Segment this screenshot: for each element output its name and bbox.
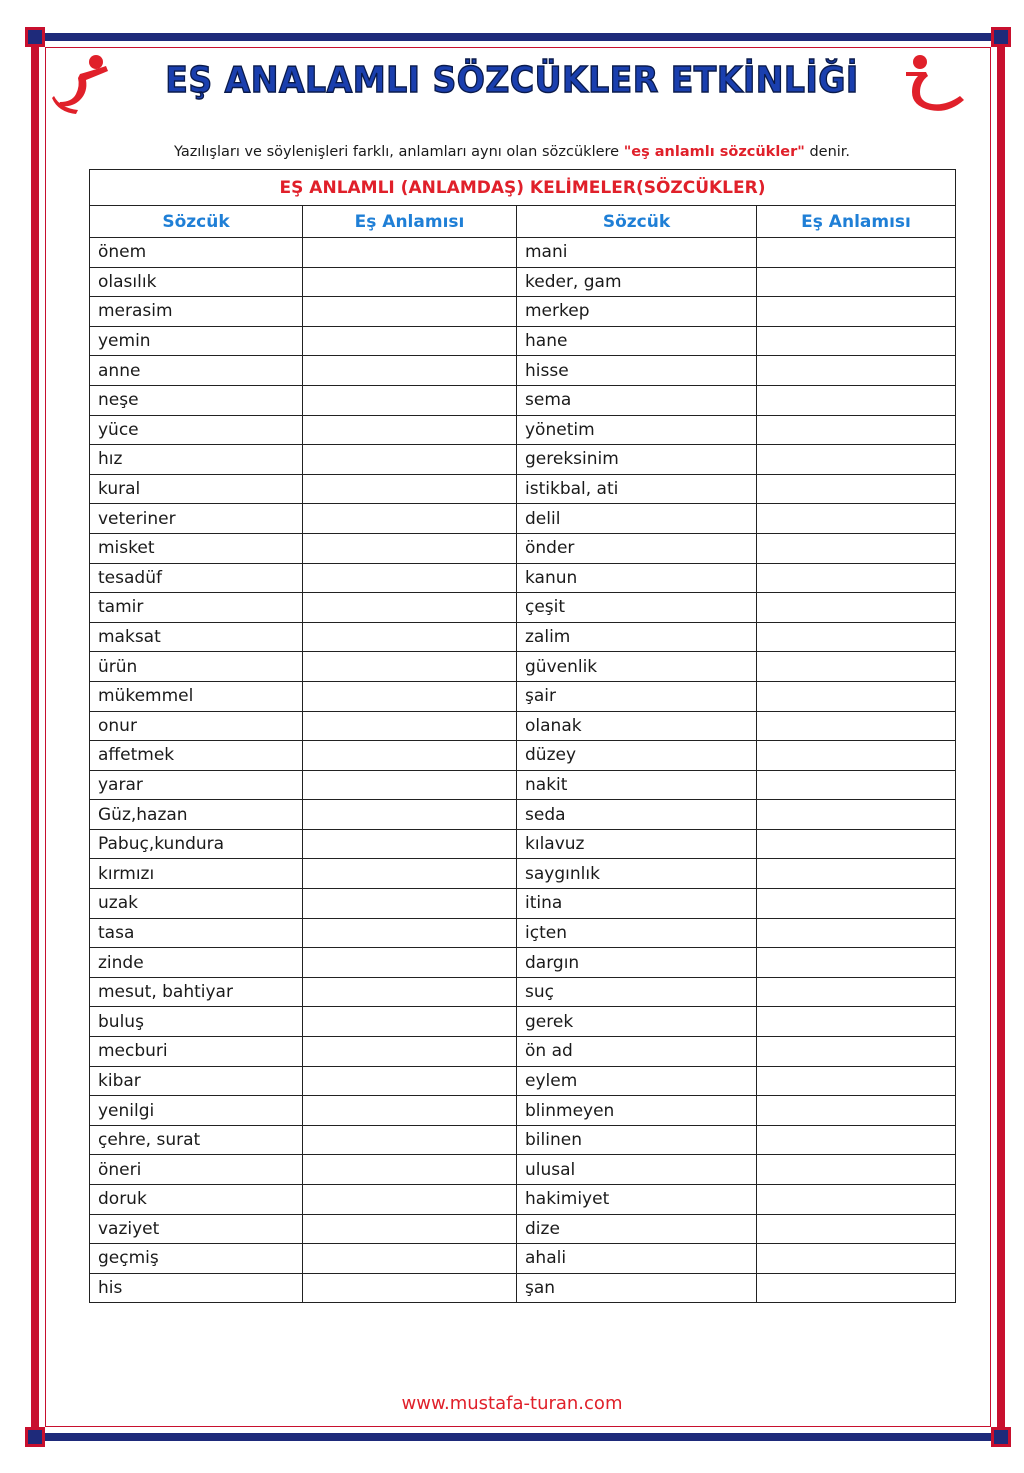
answer-cell[interactable]: [303, 1125, 517, 1155]
table-row: [90, 356, 956, 386]
word-cell: gereksinim: [517, 445, 757, 475]
word-cell: tasa: [90, 918, 303, 948]
intro-text-after: denir.: [804, 144, 851, 160]
answer-cell[interactable]: [757, 1273, 956, 1303]
synonym-table: [89, 169, 956, 1303]
word-cell: yarar: [90, 770, 303, 800]
word-cell: vaziyet: [90, 1214, 303, 1244]
answer-cell[interactable]: [303, 859, 517, 889]
answer-cell[interactable]: [303, 267, 517, 297]
word-cell: Pabuç,kundura: [90, 829, 303, 859]
table-row: [90, 977, 956, 1007]
answer-cell[interactable]: [303, 622, 517, 652]
word-cell: tamir: [90, 593, 303, 623]
table-row: [90, 1066, 956, 1096]
answer-cell[interactable]: [757, 889, 956, 919]
answer-cell[interactable]: [303, 1214, 517, 1244]
table-row: [90, 741, 956, 771]
table-row: [90, 1244, 956, 1274]
answer-cell[interactable]: [303, 741, 517, 771]
intro-text: [60, 144, 964, 160]
word-cell: doruk: [90, 1185, 303, 1215]
table-row: [90, 415, 956, 445]
word-cell: ürün: [90, 652, 303, 682]
answer-cell[interactable]: [757, 829, 956, 859]
word-cell: itina: [517, 889, 757, 919]
table-row: [90, 1037, 956, 1067]
table-row: [90, 1273, 956, 1303]
intro-text-before: Yazılışları ve söylenişleri farklı, anlamları aynı olan sözcüklere: [173, 144, 624, 160]
table-row: [90, 445, 956, 475]
answer-cell[interactable]: [757, 297, 956, 327]
word-cell: gerek: [517, 1007, 757, 1037]
answer-cell[interactable]: [303, 681, 517, 711]
word-cell: öneri: [90, 1155, 303, 1185]
answer-cell[interactable]: [303, 829, 517, 859]
word-cell: hız: [90, 445, 303, 475]
table-row: [90, 918, 956, 948]
word-cell: yüce: [90, 415, 303, 445]
word-cell: istikbal, ati: [517, 474, 757, 504]
answer-cell[interactable]: [303, 326, 517, 356]
word-cell: onur: [90, 711, 303, 741]
word-cell: çeşit: [517, 593, 757, 623]
answer-cell[interactable]: [303, 1155, 517, 1185]
table-caption: EŞ ANLAMLI (ANLAMDAŞ) KELİMELER(SÖZCÜKLER): [90, 170, 956, 206]
table-row: [90, 622, 956, 652]
word-cell: geçmiş: [90, 1244, 303, 1274]
word-cell: uzak: [90, 889, 303, 919]
word-cell: seda: [517, 800, 757, 830]
word-cell: şan: [517, 1273, 757, 1303]
answer-cell[interactable]: [757, 770, 956, 800]
answer-cell[interactable]: [757, 1155, 956, 1185]
table-row: [90, 297, 956, 327]
word-cell: buluş: [90, 1007, 303, 1037]
answer-cell[interactable]: [757, 800, 956, 830]
answer-cell[interactable]: [757, 859, 956, 889]
table-row: [90, 1185, 956, 1215]
word-cell: kanun: [517, 563, 757, 593]
answer-cell[interactable]: [303, 889, 517, 919]
corner-ornament: [25, 27, 45, 47]
answer-cell[interactable]: [303, 1066, 517, 1096]
word-cell: maksat: [90, 622, 303, 652]
word-cell: ön ad: [517, 1037, 757, 1067]
table-row: [90, 474, 956, 504]
table-row: [90, 1155, 956, 1185]
table-row: [90, 889, 956, 919]
table-row: [90, 829, 956, 859]
word-cell: hakimiyet: [517, 1185, 757, 1215]
word-cell: tesadüf: [90, 563, 303, 593]
answer-cell[interactable]: [757, 948, 956, 978]
word-cell: yenilgi: [90, 1096, 303, 1126]
answer-cell[interactable]: [757, 1096, 956, 1126]
word-cell: merkep: [517, 297, 757, 327]
word-cell: şair: [517, 681, 757, 711]
word-cell: önder: [517, 533, 757, 563]
answer-cell[interactable]: [303, 593, 517, 623]
word-cell: delil: [517, 504, 757, 534]
answer-cell[interactable]: [757, 326, 956, 356]
word-cell: mükemmel: [90, 681, 303, 711]
word-cell: kılavuz: [517, 829, 757, 859]
word-cell: düzey: [517, 741, 757, 771]
table-body: [90, 238, 956, 1303]
answer-cell[interactable]: [303, 1244, 517, 1274]
column-header-word: Sözcük: [517, 206, 757, 238]
answer-cell[interactable]: [757, 267, 956, 297]
answer-cell[interactable]: [757, 681, 956, 711]
answer-cell[interactable]: [757, 504, 956, 534]
answer-cell[interactable]: [303, 1007, 517, 1037]
answer-cell[interactable]: [757, 622, 956, 652]
intro-highlight: "eş anlamlı sözcükler": [623, 144, 805, 160]
table-row: [90, 533, 956, 563]
figure-logo-icon: [898, 52, 968, 114]
answer-cell[interactable]: [757, 563, 956, 593]
table-row: [90, 770, 956, 800]
answer-cell[interactable]: [303, 1273, 517, 1303]
word-cell: his: [90, 1273, 303, 1303]
word-cell: dargın: [517, 948, 757, 978]
table-row: [90, 504, 956, 534]
word-cell: çehre, surat: [90, 1125, 303, 1155]
answer-cell[interactable]: [303, 1096, 517, 1126]
answer-cell[interactable]: [757, 533, 956, 563]
answer-cell[interactable]: [303, 504, 517, 534]
word-cell: suç: [517, 977, 757, 1007]
word-cell: kırmızı: [90, 859, 303, 889]
answer-cell[interactable]: [757, 445, 956, 475]
word-cell: olasılık: [90, 267, 303, 297]
table-row: [90, 859, 956, 889]
answer-cell[interactable]: [303, 977, 517, 1007]
word-cell: dize: [517, 1214, 757, 1244]
answer-cell[interactable]: [303, 385, 517, 415]
word-cell: olanak: [517, 711, 757, 741]
answer-cell[interactable]: [757, 741, 956, 771]
column-header-synonym: Eş Anlamısı: [757, 206, 956, 238]
word-cell: yemin: [90, 326, 303, 356]
answer-cell[interactable]: [757, 385, 956, 415]
table-row: [90, 238, 956, 268]
footer-url[interactable]: www.mustafa-turan.com: [401, 1393, 623, 1414]
word-cell: mani: [517, 238, 757, 268]
word-cell: neşe: [90, 385, 303, 415]
answer-cell[interactable]: [757, 415, 956, 445]
word-cell: zalim: [517, 622, 757, 652]
answer-cell[interactable]: [303, 770, 517, 800]
answer-cell[interactable]: [303, 356, 517, 386]
answer-cell[interactable]: [757, 1244, 956, 1274]
word-cell: anne: [90, 356, 303, 386]
answer-cell[interactable]: [757, 238, 956, 268]
answer-cell[interactable]: [303, 445, 517, 475]
answer-cell[interactable]: [757, 356, 956, 386]
word-cell: içten: [517, 918, 757, 948]
answer-cell[interactable]: [303, 297, 517, 327]
table-row: [90, 652, 956, 682]
answer-cell[interactable]: [303, 1037, 517, 1067]
table-row: [90, 1214, 956, 1244]
word-cell: kibar: [90, 1066, 303, 1096]
word-cell: sema: [517, 385, 757, 415]
answer-cell[interactable]: [757, 918, 956, 948]
word-cell: merasim: [90, 297, 303, 327]
word-cell: eylem: [517, 1066, 757, 1096]
answer-cell[interactable]: [757, 1185, 956, 1215]
word-cell: önem: [90, 238, 303, 268]
column-header-word: Sözcük: [90, 206, 303, 238]
table-row: [90, 681, 956, 711]
table-row: [90, 948, 956, 978]
answer-cell[interactable]: [757, 1066, 956, 1096]
word-cell: mecburi: [90, 1037, 303, 1067]
answer-cell[interactable]: [757, 977, 956, 1007]
table-row: [90, 1125, 956, 1155]
table-row: [90, 1007, 956, 1037]
answer-cell[interactable]: [757, 474, 956, 504]
column-header-synonym: Eş Anlamısı: [303, 206, 517, 238]
answer-cell[interactable]: [757, 711, 956, 741]
corner-ornament: [25, 1427, 45, 1447]
table-row: [90, 1096, 956, 1126]
answer-cell[interactable]: [303, 238, 517, 268]
word-cell: bilinen: [517, 1125, 757, 1155]
answer-cell[interactable]: [757, 1037, 956, 1067]
answer-cell[interactable]: [303, 474, 517, 504]
page-title: EŞ ANALAMLI SÖZCÜKLER ETKİNLİĞİ: [165, 60, 859, 101]
answer-cell[interactable]: [303, 563, 517, 593]
word-cell: nakit: [517, 770, 757, 800]
table-row: [90, 326, 956, 356]
answer-cell[interactable]: [757, 1125, 956, 1155]
word-cell: ulusal: [517, 1155, 757, 1185]
word-cell: hisse: [517, 356, 757, 386]
word-cell: güvenlik: [517, 652, 757, 682]
answer-cell[interactable]: [303, 800, 517, 830]
answer-cell[interactable]: [303, 415, 517, 445]
table-row: [90, 385, 956, 415]
word-cell: hane: [517, 326, 757, 356]
answer-cell[interactable]: [303, 948, 517, 978]
answer-cell[interactable]: [303, 533, 517, 563]
answer-cell[interactable]: [757, 652, 956, 682]
answer-cell[interactable]: [303, 652, 517, 682]
answer-cell[interactable]: [303, 1185, 517, 1215]
word-cell: zinde: [90, 948, 303, 978]
word-cell: keder, gam: [517, 267, 757, 297]
word-cell: kural: [90, 474, 303, 504]
word-cell: yönetim: [517, 415, 757, 445]
word-cell: ahali: [517, 1244, 757, 1274]
corner-ornament: [991, 1427, 1011, 1447]
answer-cell[interactable]: [757, 1007, 956, 1037]
table-row: [90, 800, 956, 830]
table-row: [90, 563, 956, 593]
word-cell: Güz,hazan: [90, 800, 303, 830]
table-row: [90, 593, 956, 623]
figure-logo-icon: [50, 52, 120, 114]
answer-cell[interactable]: [303, 711, 517, 741]
word-cell: mesut, bahtiyar: [90, 977, 303, 1007]
table-row: [90, 711, 956, 741]
corner-ornament: [991, 27, 1011, 47]
answer-cell[interactable]: [757, 1214, 956, 1244]
word-cell: blinmeyen: [517, 1096, 757, 1126]
word-cell: affetmek: [90, 741, 303, 771]
word-cell: saygınlık: [517, 859, 757, 889]
word-cell: misket: [90, 533, 303, 563]
answer-cell[interactable]: [303, 918, 517, 948]
word-cell: veteriner: [90, 504, 303, 534]
table-row: [90, 267, 956, 297]
answer-cell[interactable]: [757, 593, 956, 623]
